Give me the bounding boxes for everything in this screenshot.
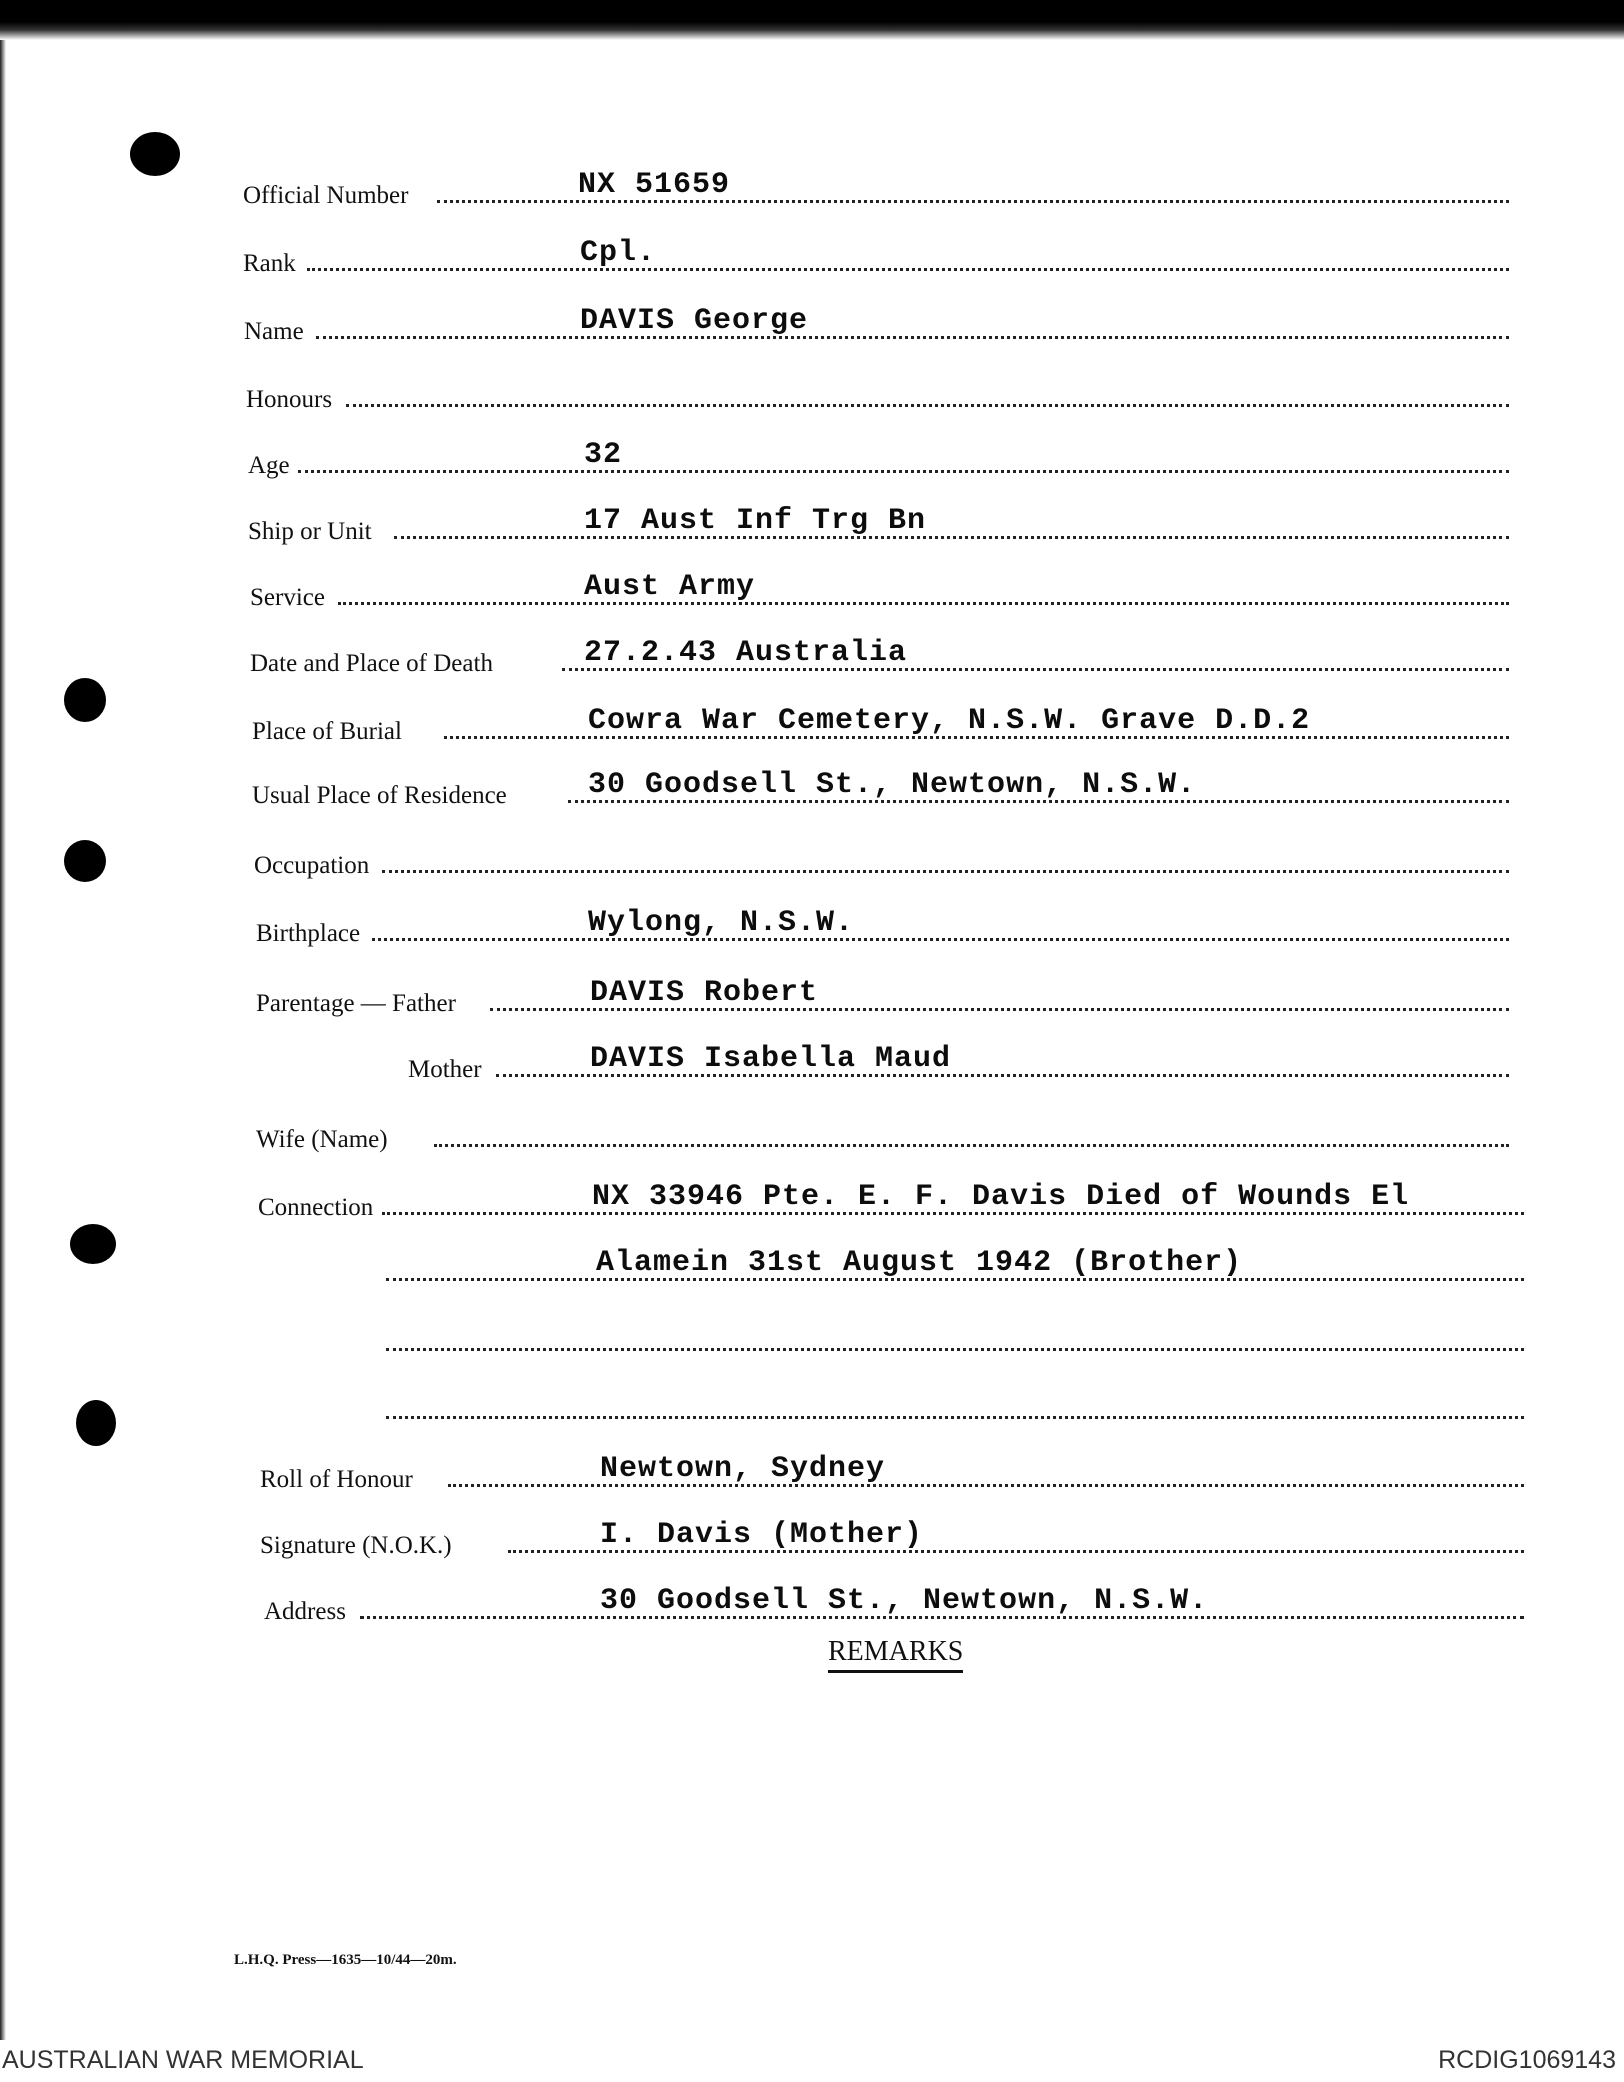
birthplace-label: Birthplace: [256, 920, 361, 947]
row-mother: [0, 1026, 1624, 1086]
connection-line-1: NX 33946 Pte. E. F. Davis Died of Wounds El: [592, 1180, 1410, 1214]
row-usual-residence: [0, 752, 1624, 812]
occupation-label: Occupation: [254, 852, 370, 879]
remarks-heading: REMARKS: [828, 1636, 963, 1673]
honours-label: Honours: [246, 386, 333, 413]
roll-of-honour-value: Newtown, Sydney: [600, 1452, 886, 1486]
row-birthplace: [0, 890, 1624, 950]
address-value: 30 Goodsell St., Newtown, N.S.W.: [600, 1584, 1209, 1618]
dotted-line: [434, 1144, 1509, 1147]
place-of-burial-label: Place of Burial: [252, 718, 402, 745]
row-place-of-burial: [0, 688, 1624, 748]
row-rank: [0, 220, 1624, 280]
connection-label: Connection: [258, 1194, 374, 1221]
official-number-label: Official Number: [243, 182, 409, 209]
dotted-line: [386, 1416, 1524, 1419]
row-ship-or-unit: [0, 488, 1624, 548]
row-service: [0, 554, 1624, 614]
press-note: L.H.Q. Press—1635—10/44—20m.: [234, 1952, 457, 1968]
place-of-burial-value: Cowra War Cemetery, N.S.W. Grave D.D.2: [588, 704, 1311, 738]
row-honours: [0, 356, 1624, 416]
dotted-line: [386, 1348, 1524, 1351]
roll-of-honour-label: Roll of Honour: [260, 1466, 413, 1493]
row-age: [0, 422, 1624, 482]
father-value: DAVIS Robert: [590, 976, 819, 1010]
row-wife: [0, 1096, 1624, 1156]
row-signature: [0, 1502, 1624, 1562]
dotted-line: [382, 870, 1509, 873]
dotted-line: [316, 336, 1509, 339]
name-label: Name: [244, 318, 304, 345]
wife-label: Wife (Name): [256, 1126, 388, 1153]
row-roll-of-honour: [0, 1436, 1624, 1496]
row-date-place-death: [0, 620, 1624, 680]
rank-label: Rank: [243, 250, 296, 277]
row-connection-cont: [0, 1300, 1624, 1360]
ship-or-unit-value: 17 Aust Inf Trg Bn: [584, 504, 927, 538]
scan-edge-top: [0, 0, 1624, 40]
rank-value: Cpl.: [580, 236, 657, 270]
footer-source: AUSTRALIAN WAR MEMORIAL: [2, 2046, 364, 2074]
signature-value: I. Davis (Mother): [600, 1518, 924, 1552]
dotted-line: [298, 470, 1509, 473]
row-name: [0, 288, 1624, 348]
service-label: Service: [250, 584, 325, 611]
dotted-line: [372, 938, 1509, 941]
name-value: DAVIS George: [580, 304, 809, 338]
row-connection-cont: [0, 1230, 1624, 1290]
address-label: Address: [264, 1598, 346, 1625]
usual-residence-label: Usual Place of Residence: [252, 782, 507, 809]
dotted-line: [338, 602, 1509, 605]
row-address: [0, 1568, 1624, 1628]
dotted-line: [346, 404, 1509, 407]
footer-id: RCDIG1069143: [1438, 2046, 1616, 2074]
row-connection: [0, 1164, 1624, 1224]
usual-residence-value: 30 Goodsell St., Newtown, N.S.W.: [588, 768, 1197, 802]
connection-line-2: Alamein 31st August 1942 (Brother): [596, 1246, 1243, 1280]
service-value: Aust Army: [584, 570, 756, 604]
row-occupation: [0, 822, 1624, 882]
mother-label: Mother: [408, 1056, 482, 1083]
row-father: [0, 960, 1624, 1020]
ship-or-unit-label: Ship or Unit: [248, 518, 372, 545]
row-official-number: [0, 152, 1624, 212]
age-label: Age: [248, 452, 290, 479]
age-value: 32: [584, 438, 623, 472]
date-place-death-value: 27.2.43 Australia: [584, 636, 908, 670]
dotted-line: [394, 536, 1509, 539]
birthplace-value: Wylong, N.S.W.: [588, 906, 855, 940]
dotted-line: [307, 268, 1509, 271]
row-connection-cont: [0, 1368, 1624, 1428]
father-label: Parentage — Father: [256, 990, 456, 1017]
mother-value: DAVIS Isabella Maud: [590, 1042, 952, 1076]
official-number-value: NX 51659: [578, 168, 731, 202]
date-place-death-label: Date and Place of Death: [250, 650, 493, 677]
signature-label: Signature (N.O.K.): [260, 1532, 452, 1559]
